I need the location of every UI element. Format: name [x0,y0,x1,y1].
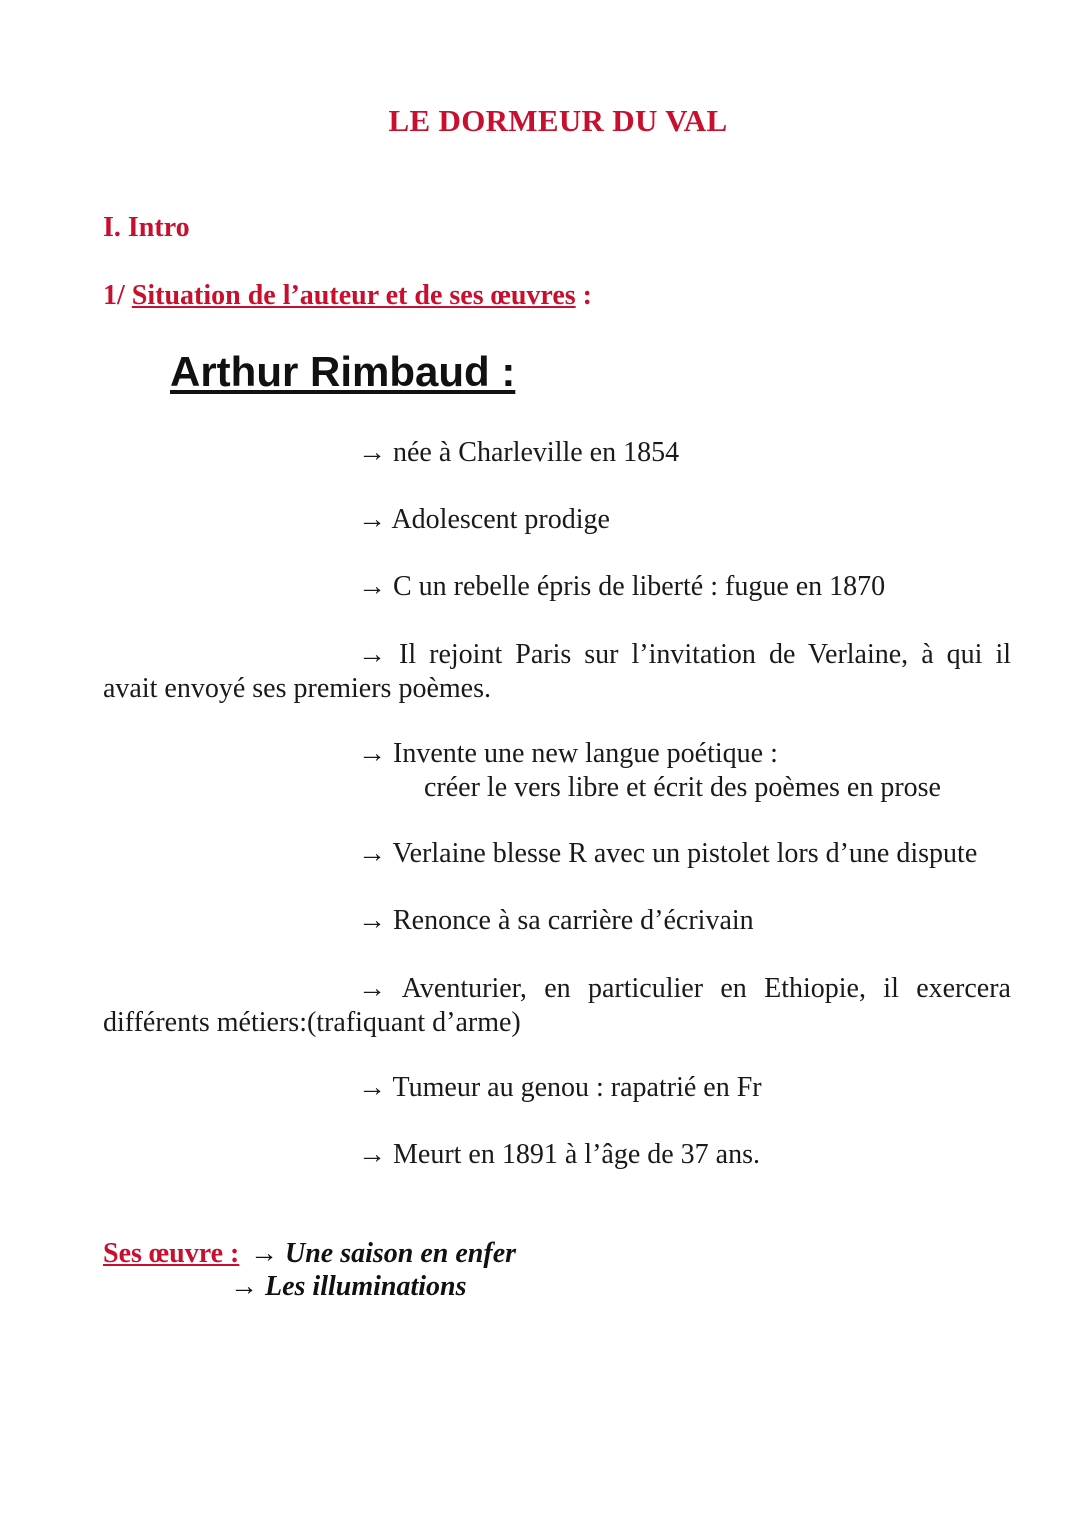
bullet-birth: → née à Charleville en 1854 [358,437,680,468]
bullet-adventurer-line2: différents métiers:(trafiquant d’arme) [103,1007,521,1038]
work-item: → Les illuminations [230,1271,467,1302]
bullet-adventurer-line1: → Aventurier, en particulier en Ethiopie, il exercera [358,973,1011,1004]
subheading [103,280,592,312]
bullet-adventurer [103,972,1011,1040]
subheading-colon: : [582,280,592,311]
bullet-paris-line1: → Il rejoint Paris sur l’invitation de Verlaine, à qui il [358,639,1011,670]
bullet-verlaine: → Verlaine blesse R avec un pistolet lors d’une dispute [358,838,978,869]
author-name: Arthur Rimbaud : [170,348,516,395]
bullet-language-detail: créer le vers libre et écrit des poèmes en prose [424,772,941,803]
works-label: Ses œuvre : [103,1238,240,1269]
bullet-paris-line2: avait envoyé ses premiers poèmes. [103,673,491,704]
bullet-death: → Meurt en 1891 à l’âge de 37 ans. [358,1139,760,1170]
page-title: LE DORMEUR DU VAL [388,103,728,138]
section-heading: I. Intro [103,212,190,243]
bullet-rebel: → C un rebelle épris de liberté : fugue en 1870 [358,571,886,602]
bullet-language: → Invente une new langue poétique : [358,738,778,769]
work-item: → Une saison en enfer [250,1238,517,1269]
bullet-paris [103,638,1011,706]
bullet-tumor: → Tumeur au genou : rapatrié en Fr [358,1072,762,1103]
subheading-label: Situation de l’auteur et de ses œuvres [131,280,576,311]
bullet-prodigy: → Adolescent prodige [358,504,610,535]
subheading-number: 1/ [103,280,125,311]
bullet-career: → Renonce à sa carrière d’écrivain [358,905,754,936]
